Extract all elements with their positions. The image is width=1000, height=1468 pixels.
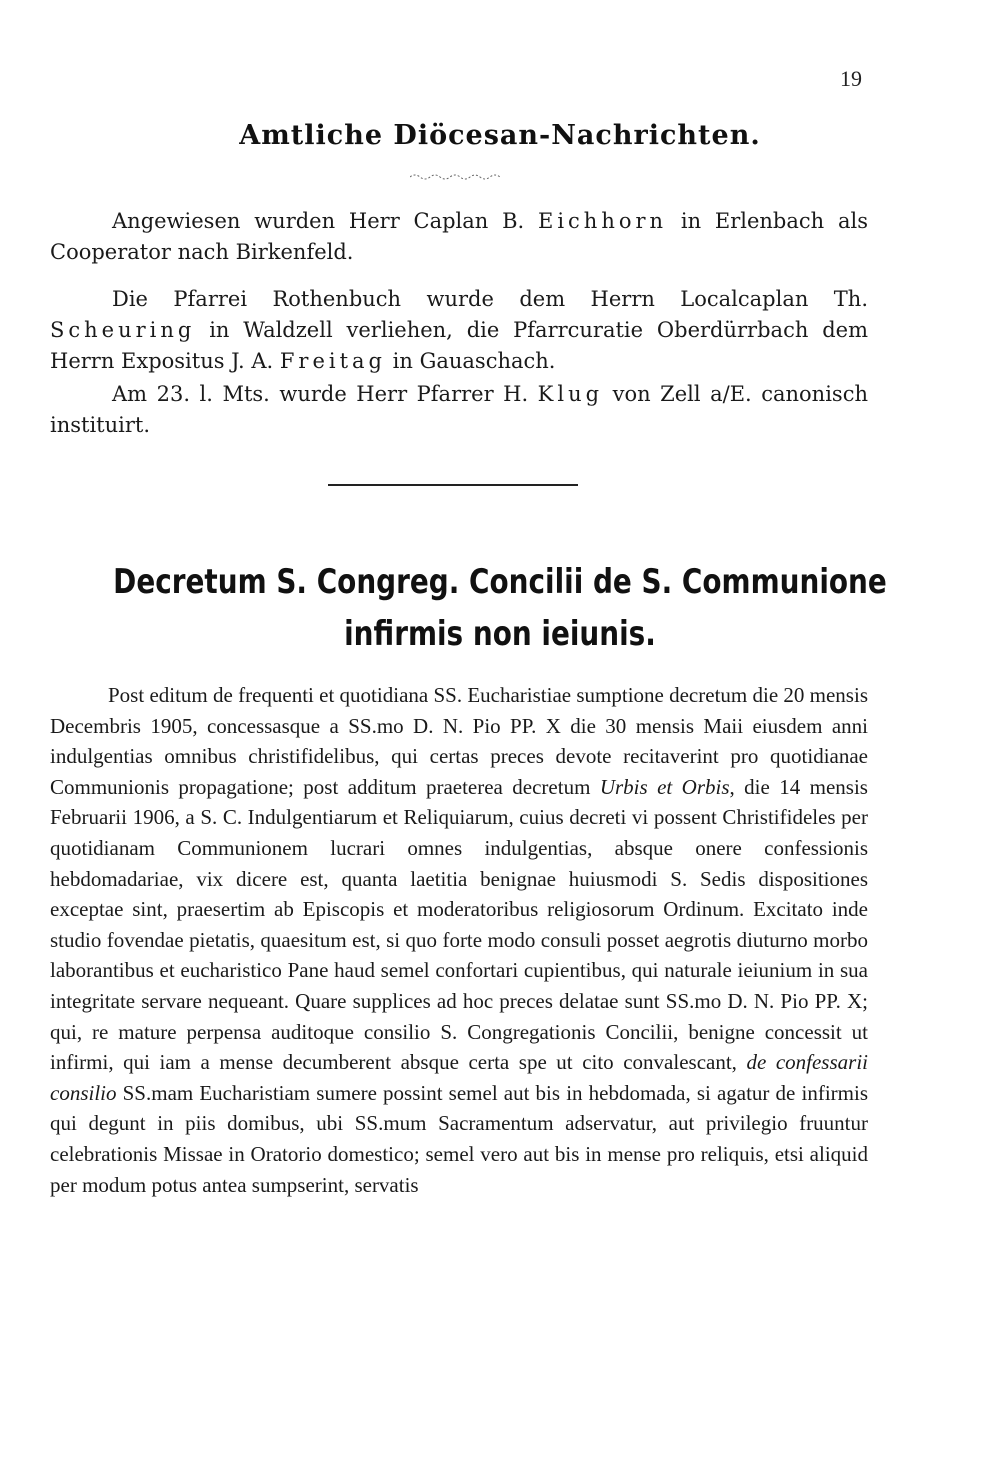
text: von Zell a/E. canonisch instituirt. xyxy=(50,382,868,437)
section-heading-diocesan-news: Amtliche Diöcesan-Nachrichten. xyxy=(239,120,761,151)
section-divider xyxy=(328,484,578,486)
text: in Waldzell verliehen, die Pfarrcuratie Oberdürrbach dem Herrn Expositus J. A. xyxy=(50,318,868,373)
person-name: Klug xyxy=(537,382,604,406)
paragraph-institution-klug xyxy=(50,379,868,441)
decree-title-line-2: infirmis non ieiunis. xyxy=(344,614,656,654)
text: in Erlenbach als Cooperator nach Birkenfeld. xyxy=(50,209,868,264)
paragraph-appointment-eichhorn xyxy=(50,206,868,268)
decree-title-line-1: Decretum S. Congreg. Concilii de S. Communione xyxy=(113,562,887,602)
text: Post editum de frequenti et quotidiana SS. Eucharistiae sumptione decretum die 20 mensis Decembris 1905, concessasque a SS.mo D. N. Pio PP. X die 30 mensis Maii eiusdem anni indulgentias omnibus christifidelibus, qui certas preces devote recitaverint pro quotidianae Communionis propagatione; post additum praeterea decretum xyxy=(50,683,868,799)
text: Angewiesen wurden Herr Caplan B. xyxy=(112,209,538,233)
person-name: Scheuring xyxy=(50,318,196,342)
decree-body xyxy=(50,680,868,1200)
paragraph-parish-rothenbuch xyxy=(50,284,868,377)
page-number: 19 xyxy=(840,66,862,91)
text: SS.mam Eucharistiam sumere possint semel aut bis in hebdomada, si agatur de infirmis qui degunt in piis domibus, ubi SS.mum Sacramentum adservatur, aut privilegio fruuntur celebrationis Missae in Oratorio domestico; semel vero aut bis in mense pro reliquis, etsi aliquid per modum potus antea sumpserint, servatis xyxy=(50,1080,868,1197)
text: Am 23. l. Mts. wurde Herr Pfarrer H. xyxy=(112,382,538,406)
text: , die 14 mensis Februarii 1906, a S. C. Indulgentiarum et Reliquiarum, cuius decreti vi possent Christifideles per quotidianam Communionem lucrari omnes indulgentias, absque onere confessionis hebdomadariae, vix dicere est, quanta laetitia benignae huiusmodi S. Sedis dispositiones exceptae sint, praesertim ab Episcopis et moderatoribus religiosorum Ordinum. Excitato inde studio fovendae pietatis, quaesitum est, si quo forte modo consuli posset aegrotis diuturno morbo laborantibus et eucharistico Pane haud semel confortari cupientibus, qui naturale ieiunium in sua integritate servare nequeant. Quare supplices ad hoc preces delatae sunt SS.mo D. N. Pio PP. X; qui, re mature perpensa auditoque consilio S. Congregationis Concilii, benigne concessit ut infirmi, qui iam a mense decumberent absque certa spe ut cito convalescant, xyxy=(50,774,868,1075)
text: in Gauaschach. xyxy=(386,349,556,373)
italic-text: de confessarii consilio xyxy=(50,1050,868,1105)
ornament-squiggle xyxy=(410,172,502,180)
text: Die Pfarrei Rothenbuch wurde dem Herrn Localcaplan Th. xyxy=(112,287,868,311)
person-name: Freitag xyxy=(279,349,386,373)
italic-text: Urbis et Orbis xyxy=(599,774,730,799)
decree-title xyxy=(90,556,910,660)
person-name: Eichhorn xyxy=(538,209,668,233)
